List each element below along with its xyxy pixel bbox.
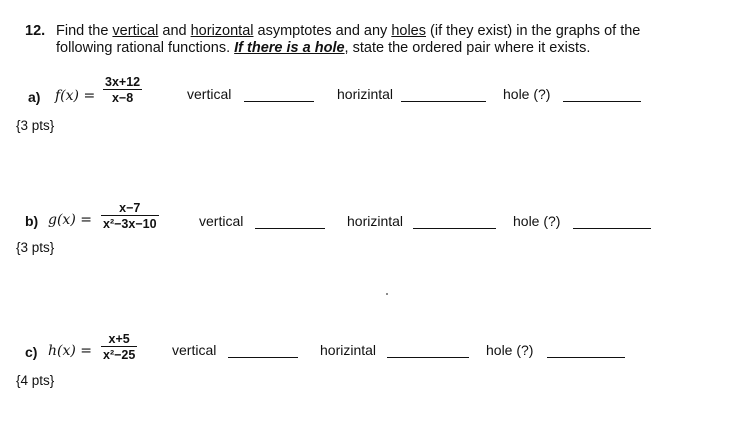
part-b-function: g(x) =: [48, 212, 92, 228]
part-c-vertical-blank[interactable]: [228, 343, 298, 358]
part-c-numerator: x+5: [101, 332, 137, 347]
part-a-points: {3 pts}: [16, 118, 55, 133]
hole-emphasis: If there is a hole: [234, 40, 345, 56]
part-a-horizontal-label: horizintal: [337, 86, 394, 102]
part-c-fraction: [101, 332, 137, 362]
question-line-2: [56, 39, 590, 57]
part-a-fraction: [103, 75, 142, 105]
horizontal-keyword: horizontal: [190, 23, 254, 39]
part-b-hole-label: hole (?): [513, 213, 561, 229]
part-b-vertical-blank[interactable]: [255, 214, 325, 229]
part-a-horizontal-blank[interactable]: [401, 87, 486, 102]
instruction-text: following rational functions.: [56, 40, 235, 56]
part-b-hole-blank[interactable]: [573, 214, 651, 229]
part-b-points: {3 pts}: [16, 240, 55, 255]
instruction-text: Find the: [56, 23, 113, 39]
part-c-horizontal-label: horizintal: [320, 342, 377, 358]
part-a-label: a): [28, 89, 41, 105]
part-b-horizontal-blank[interactable]: [413, 214, 496, 229]
instruction-text: (if they exist) in the graphs of the: [425, 23, 641, 39]
question-line-1: [56, 22, 640, 40]
part-c-horizontal-blank[interactable]: [387, 343, 469, 358]
part-c-hole-blank[interactable]: [547, 343, 625, 358]
part-a-numerator: 3x+12: [105, 75, 141, 89]
part-b-numerator: x−7: [101, 201, 159, 216]
part-c-function: h(x) =: [48, 343, 93, 359]
instruction-text: and: [158, 23, 191, 39]
part-a-denominator: x−8: [111, 91, 134, 105]
part-a-vertical-label: vertical: [187, 86, 232, 102]
scan-speck: [386, 293, 388, 295]
instruction-text: asymptotes and any: [253, 23, 392, 39]
part-a-hole-label: hole (?): [503, 86, 551, 102]
part-b-vertical-label: vertical: [199, 213, 244, 229]
part-a-hole-blank[interactable]: [563, 87, 641, 102]
part-c-points: {4 pts}: [16, 373, 55, 388]
part-c-denominator: x²−25: [103, 348, 136, 362]
question-number: 12.: [25, 23, 46, 39]
part-b-fraction: [101, 201, 159, 231]
part-a-function: f(x) =: [55, 88, 96, 104]
holes-keyword: holes: [391, 23, 426, 39]
part-c-vertical-label: vertical: [172, 342, 217, 358]
part-b-denominator: x²−3x−10: [103, 217, 157, 231]
part-c-hole-label: hole (?): [486, 342, 534, 358]
part-b-horizontal-label: horizintal: [347, 213, 404, 229]
vertical-keyword: vertical: [112, 23, 159, 39]
part-c-label: c): [25, 344, 38, 360]
part-a-vertical-blank[interactable]: [244, 87, 314, 102]
instruction-text: , state the ordered pair where it exists.: [344, 40, 591, 56]
part-b-label: b): [25, 213, 39, 229]
